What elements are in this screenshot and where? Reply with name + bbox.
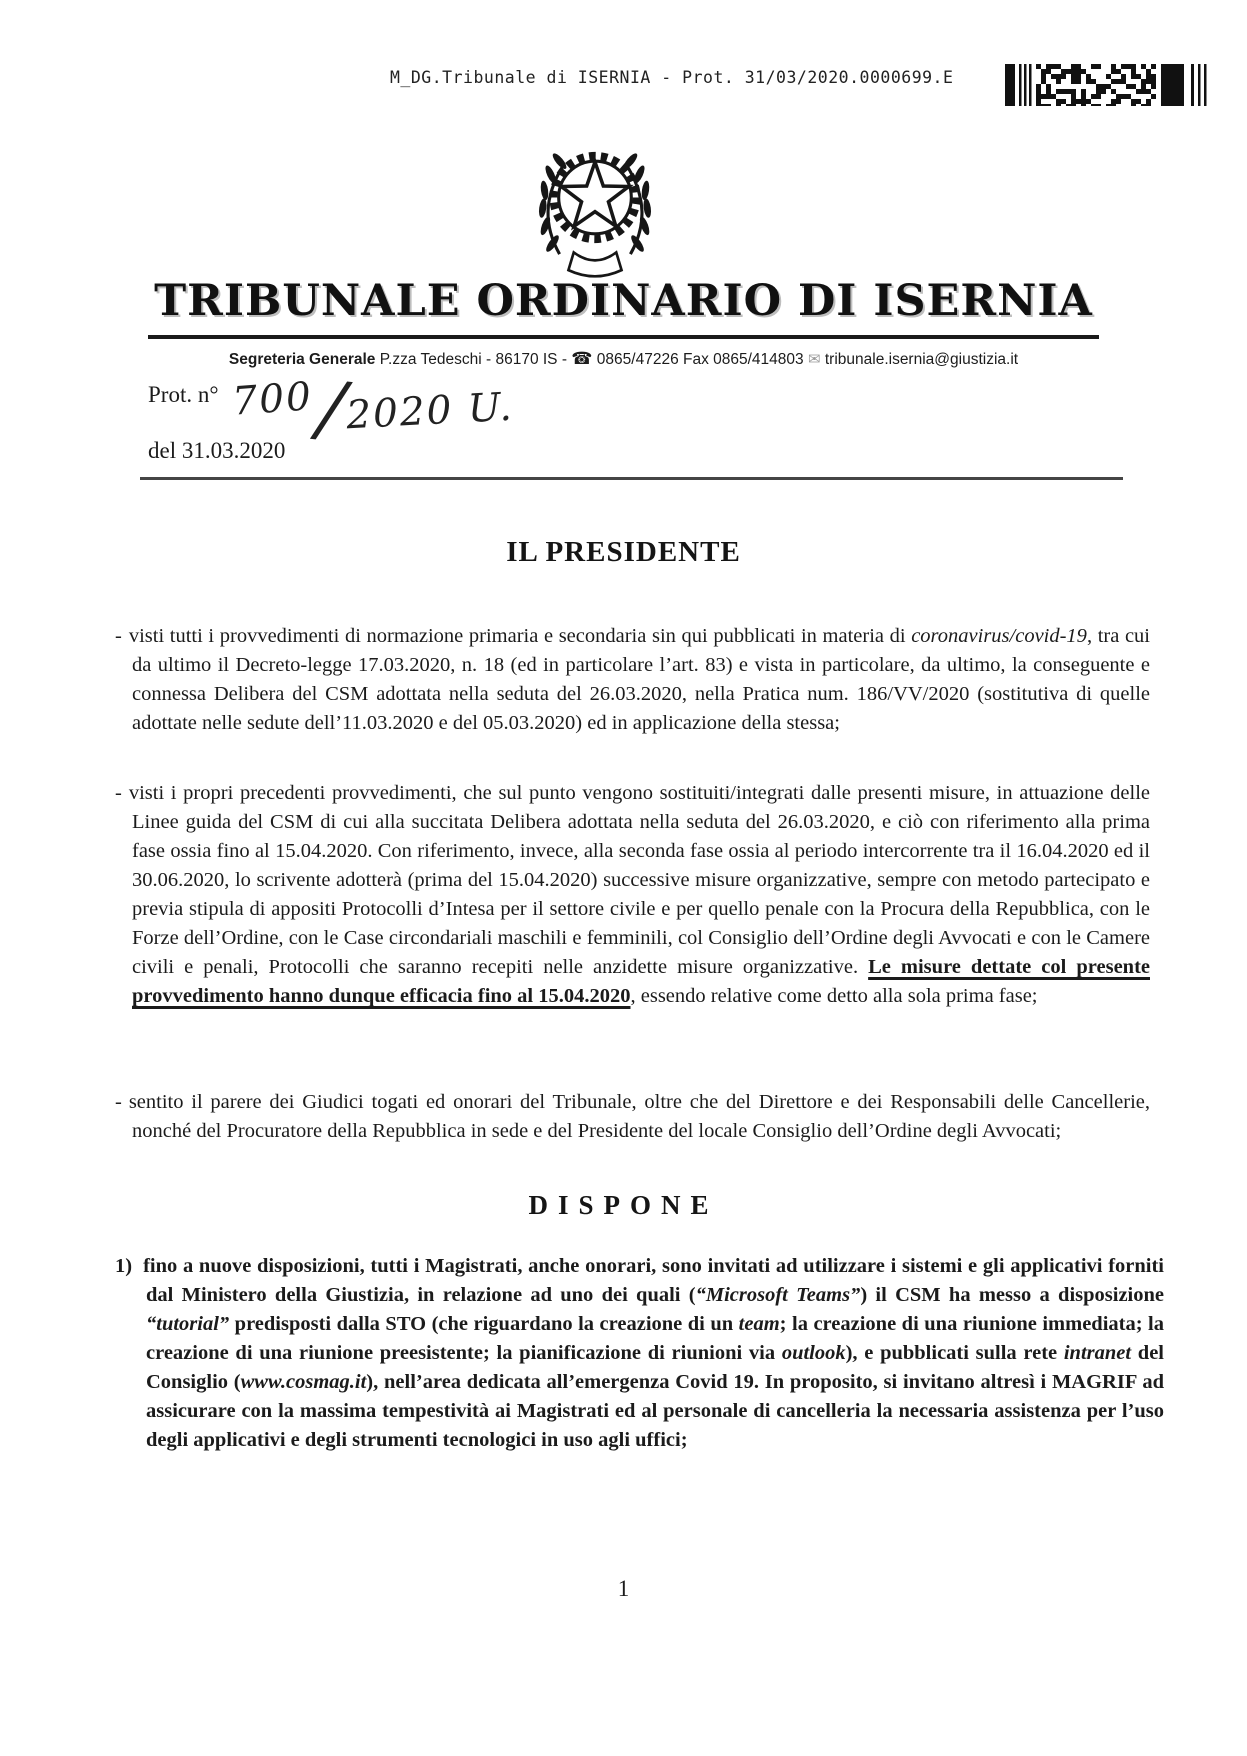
list-dash: - xyxy=(115,1091,122,1113)
email-address: tribunale.isernia@giustizia.it xyxy=(824,351,1019,368)
list-dash: - xyxy=(115,625,122,647)
premise-text-2: visti i propri precedenti provvedimenti, che sul punto vengono sostituiti/integrati dalle presenti misure, in attuazione delle Linee guida del CSM di cui alla succitata Delibera adottata nella seduta del 26.03.2020, e ciò con riferimento alla prima fase ossia fino al 15.04.2020. Con riferimento, invece, alla seconda fase ossia al periodo intercorrente tra il 16.04.2020 ed il 30.06.2020, lo scrivente adotterà (prima del 15.04.2020) successive misure organizzative, sempre con metodo partecipato e previa stipula di appositi Protocolli d’Intesa per il settore civile e per quello penale con la Procura della Repubblica, con le Forze dell’Ordine, con le Case circondariali maschili e femminili, col Consiglio dell’Ordine degli Avvocati e con le Camere civili e penali, Protocolli che saranno recepiti nelle anzidette misure organizzative. Le misure dettate col presente provvedimento hanno dunque efficacia fino al 15.04.2020, essendo relative come detto alla sola prima fase; xyxy=(128,782,1150,1007)
handwritten-protocol-number xyxy=(230,364,515,454)
office-name: Segreteria Generale xyxy=(228,351,376,368)
phone-fax-numbers: 0865/47226 Fax 0865/414803 xyxy=(596,351,804,368)
premise-text-3: sentito il parere dei Giudici togati ed onorari del Tribunale, oltre che del Direttore e dei Responsabili delle Cancellerie, nonché del Procuratore della Repubblica in sede e del Presidente del locale Consiglio dell’Ordine degli Avvocati; xyxy=(128,1091,1150,1142)
list-dash: - xyxy=(115,782,122,804)
protocol-header-line: M_DG.Tribunale di ISERNIA - Prot. 31/03/2020.0000699.E xyxy=(390,68,954,87)
premise-text-1: visti tutti i provvedimenti di normazione primaria e secondaria sin qui pubblicati in materia di coronavirus/covid-19, tra cui da ultimo il Decreto-legge 17.03.2020, n. 18 (ed in particolare l’art. 83) e vista in particolare, da ultimo, la conseguente e connessa Delibera del CSM adottata nella seduta del 26.03.2020, nella Pratica num. 186/VV/2020 (sostitutiva di quelle adottate nelle sedute dell’11.03.2020 e del 05.03.2020) ed in applicazione della stessa; xyxy=(128,625,1150,734)
court-title: TRIBUNALE ORDINARIO DI ISERNIA xyxy=(148,276,1099,339)
premise-paragraph-1 xyxy=(115,622,1150,738)
handwritten-year: 2020 U. xyxy=(345,384,515,439)
barcode-icon xyxy=(1005,64,1215,111)
dispone-item-1 xyxy=(115,1252,1164,1455)
section-heading-dispone: DISPONE xyxy=(528,1190,719,1220)
premise-paragraph-3 xyxy=(115,1088,1150,1146)
protocol-date: del 31.03.2020 xyxy=(148,438,286,463)
page-number: 1 xyxy=(617,1576,630,1601)
masthead-contact-line xyxy=(0,349,1247,369)
handwritten-slash: / xyxy=(314,364,349,454)
divider-rule xyxy=(140,477,1123,480)
masthead xyxy=(0,276,1247,339)
dispone-item-text: fino a nuove disposizioni, tutti i Magistrati, anche onorari, sono invitati ad utilizzare i sistemi e gli applicativi forniti dal Ministero della Giustizia, in relazione ad uno dei quali (“Microsoft Teams”) il CSM ha messo a disposizione “tutorial” predisposti dalla STO (che riguardano la creazione di un team; la creazione di una riunione immediata; la creazione di una riunione preesistente; la pianificazione di riunioni via outlook), e pubblicati sulla rete intranet del Consiglio (www.cosmag.it), nell’area dedicata all’emergenza Covid 19. In proposito, si invitano altresì i MAGRIF ad assicurare con la massima tempestività ai Magistrati ed al personale di cancelleria la necessaria assistenza per l’uso degli applicativi e degli strumenti tecnologici in uso agli uffici; xyxy=(143,1255,1165,1451)
handwritten-number: 700 xyxy=(230,374,314,425)
item-number: 1) xyxy=(115,1255,133,1277)
email-icon: ✉ xyxy=(807,351,821,368)
premise-paragraph-2 xyxy=(115,779,1150,1011)
section-heading-presidente: IL PRESIDENTE xyxy=(506,536,741,568)
office-address: P.zza Tedeschi - 86170 IS - xyxy=(379,351,567,368)
prot-label: Prot. n° xyxy=(148,382,219,407)
phone-icon: ☎ xyxy=(571,349,593,368)
